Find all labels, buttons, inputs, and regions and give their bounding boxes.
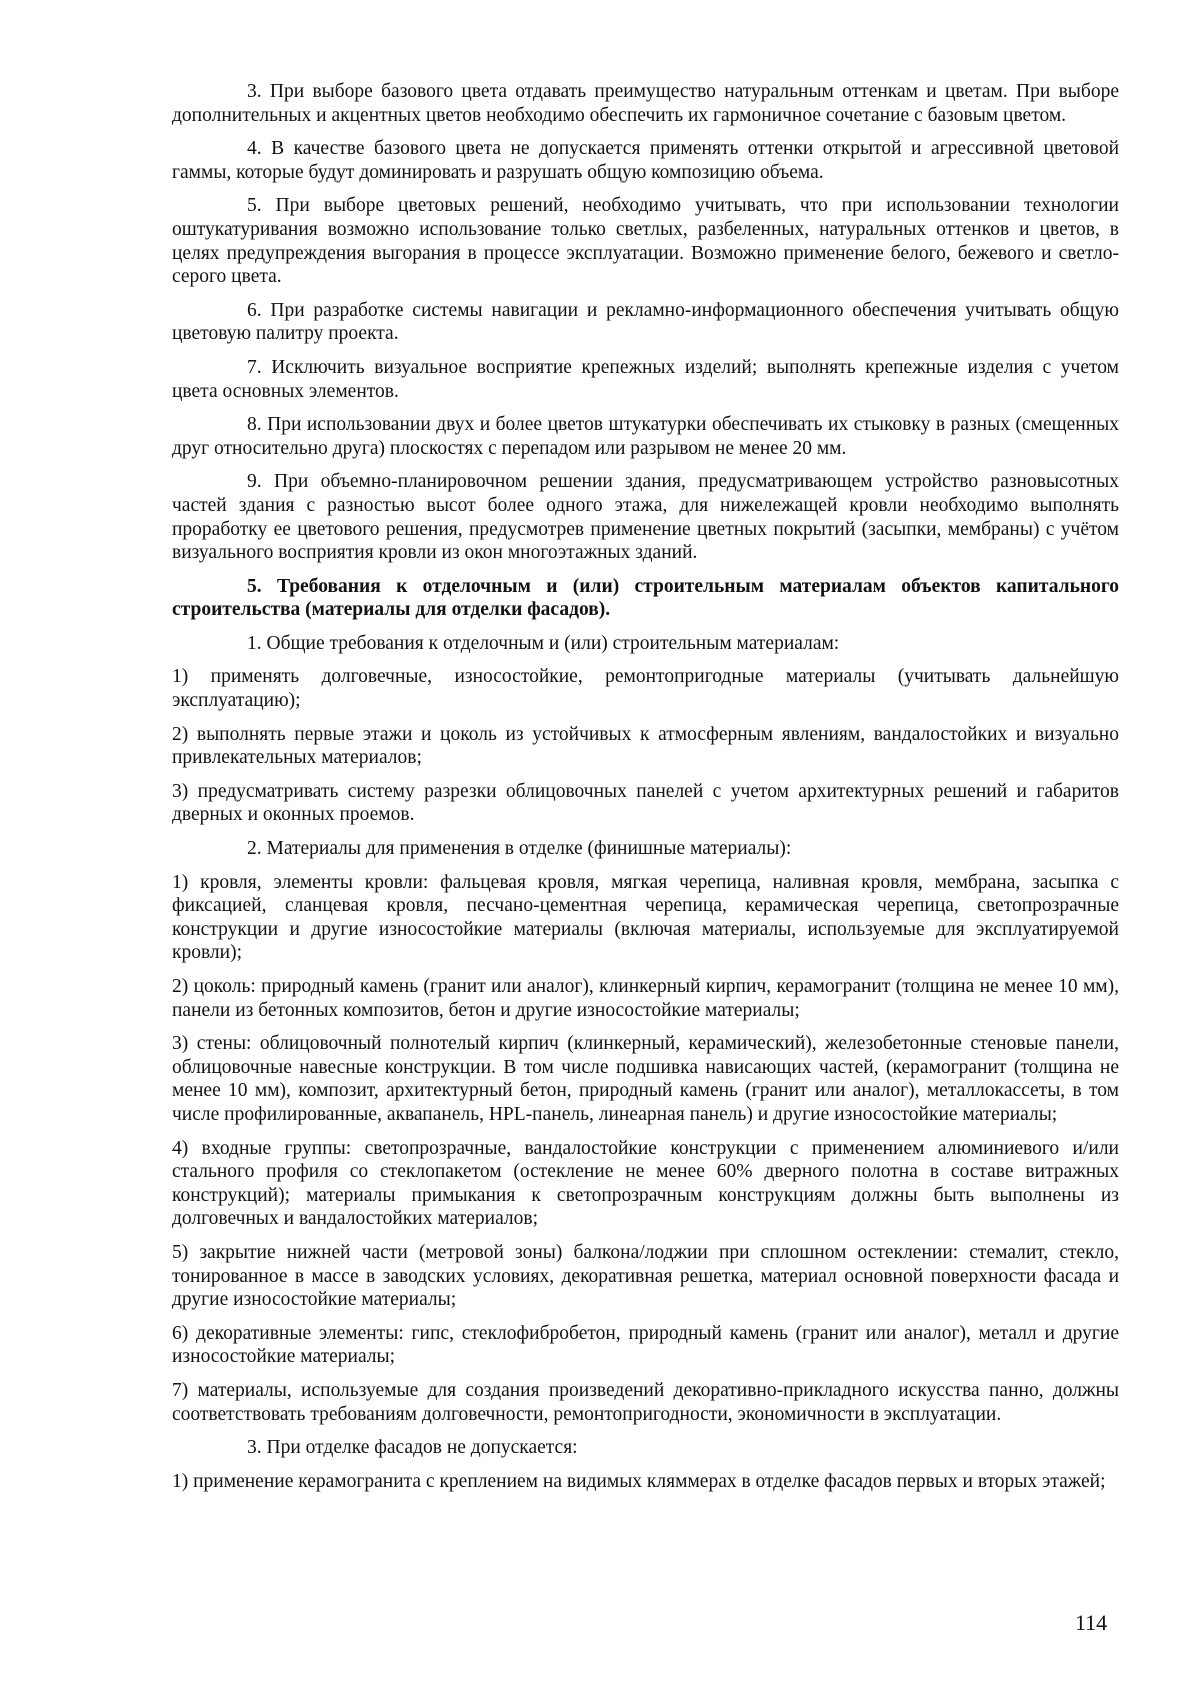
list-item: 7) материалы, используемые для создания произведений декоративно-прикладного искусства панно, должны соответствовать требованиям долговечности, ремонтопригодности, экономичности в эксплуатации. xyxy=(172,1379,1119,1425)
list-item: 6) декоративные элементы: гипс, стеклофибробетон, природный камень (гранит или аналог), металл и другие износостойкие материалы; xyxy=(172,1322,1119,1368)
list-item: 5) закрытие нижней части (метровой зоны) балкона/лоджии при сплошном остеклении: стемалит, стекло, тонированное в массе в заводских условиях, декоративная решетка, материал основной поверхности фасада и другие износостойкие материалы; xyxy=(172,1241,1119,1311)
paragraph-color-9: 9. При объемно-планировочном решении здания, предусматривающем устройство разновысотных частей здания с разностью высот более одного этажа, для нижележащей кровли необходимо выполнять проработку ее цветового решения, предусмотрев применение цветных покрытий (засыпки, мембраны) с учётом визуального восприятия кровли из окон многоэтажных зданий. xyxy=(172,471,1119,564)
paragraph-color-4: 4. В качестве базового цвета не допускается применять оттенки открытой и агрессивной цветовой гаммы, которые будут доминировать и разрушать общую композицию объема. xyxy=(172,138,1119,183)
paragraph-color-5: 5. При выборе цветовых решений, необходимо учитывать, что при использовании технологии оштукатуривания возможно использование только светлых, разбеленных, натуральных оттенков и цветов, в целях предупреждения выгорания в процессе эксплуатации. Возможно применение белого, бежевого и светло-серого цвета. xyxy=(172,195,1119,288)
list-item: 1) применение керамогранита с креплением на видимых кляммерах в отделке фасадов первых и вторых этажей; xyxy=(172,1470,1106,1492)
list-item: 1) кровля, элементы кровли: фальцевая кровля, мягкая черепица, наливная кровля, мембрана, засыпка с фиксацией, сланцевая кровля, песчано-цементная черепица, керамическая черепица, светопрозрачные конструкции и другие износостойкие материалы (включая материалы, используемые для эксплуатируемой кровли); xyxy=(172,871,1119,964)
list-item: 3) предусматривать систему разрезки облицовочных панелей с учетом архитектурных решений и габаритов дверных и оконных проемов. xyxy=(172,780,1119,826)
paragraph-color-6: 6. При разработке системы навигации и рекламно-информационного обеспечения учитывать общую цветовую палитру проекта. xyxy=(172,299,1119,345)
page-number: 114 xyxy=(1075,1610,1108,1635)
subsection-general-requirements: 1. Общие требования к отделочным и (или) строительным материалам: xyxy=(247,632,840,654)
list-item: 4) входные группы: светопрозрачные, вандалостойкие конструкции с применением алюминиевого и/или стального профиля со стеклопакетом (остекление не менее 60% дверного полотна в составе витражных конструкций); материалы примыкания к светопрозрачным конструкциям должны быть выполнены из долговечных и вандалостойких материалов; xyxy=(172,1137,1119,1230)
list-item: 1) применять долговечные, износостойкие, ремонтопригодные материалы (учитывать дальнейшую эксплуатацию); xyxy=(172,666,1119,712)
paragraph-color-8: 8. При использовании двух и более цветов штукатурки обеспечивать их стыковку в разных (смещенных друг относительно друга) плоскостях с перепадом или разрывом не менее 20 мм. xyxy=(172,414,1119,459)
list-item: 3) стены: облицовочный полнотелый кирпич (клинкерный, керамический), железобетонные стеновые панели, облицовочные навесные конструкции. В том числе подшивка нависающих частей, (керамогранит (толщина не менее 10 мм), композит, архитектурный бетон, природный камень (гранит или аналог), металлокассеты, в том числе профилированные, аквапанель, HPL-панель, линеарная панель) и другие износостойкие материалы; xyxy=(172,1033,1119,1125)
paragraph-color-3: 3. При выборе базового цвета отдавать преимущество натуральным оттенкам и цветам. При выборе дополнительных и акцентных цветов необходимо обеспечить их гармоничное сочетание с базовым цветом. xyxy=(172,81,1119,126)
subsection-finishing-materials: 2. Материалы для применения в отделке (финишные материалы): xyxy=(247,838,792,860)
section-heading: 5. Требования к отделочным и (или) строительным материалам объектов капитального строительства (материалы для отделки фасадов). xyxy=(172,575,1119,621)
paragraph-color-7: 7. Исключить визуальное восприятие крепежных изделий; выполнять крепежные изделия с учетом цвета основных элементов. xyxy=(172,356,1119,402)
list-item: 2) выполнять первые этажи и цоколь из устойчивых к атмосферным явлениям, вандалостойких и визуально привлекательных материалов; xyxy=(172,723,1119,769)
list-item: 2) цоколь: природный камень (гранит или аналог), клинкерный кирпич, керамогранит (толщина не менее 10 мм), панели из бетонных композитов, бетон и другие износостойкие материалы; xyxy=(172,976,1119,1021)
subsection-not-allowed: 3. При отделке фасадов не допускается: xyxy=(247,1437,578,1459)
document-body xyxy=(172,80,1119,1503)
